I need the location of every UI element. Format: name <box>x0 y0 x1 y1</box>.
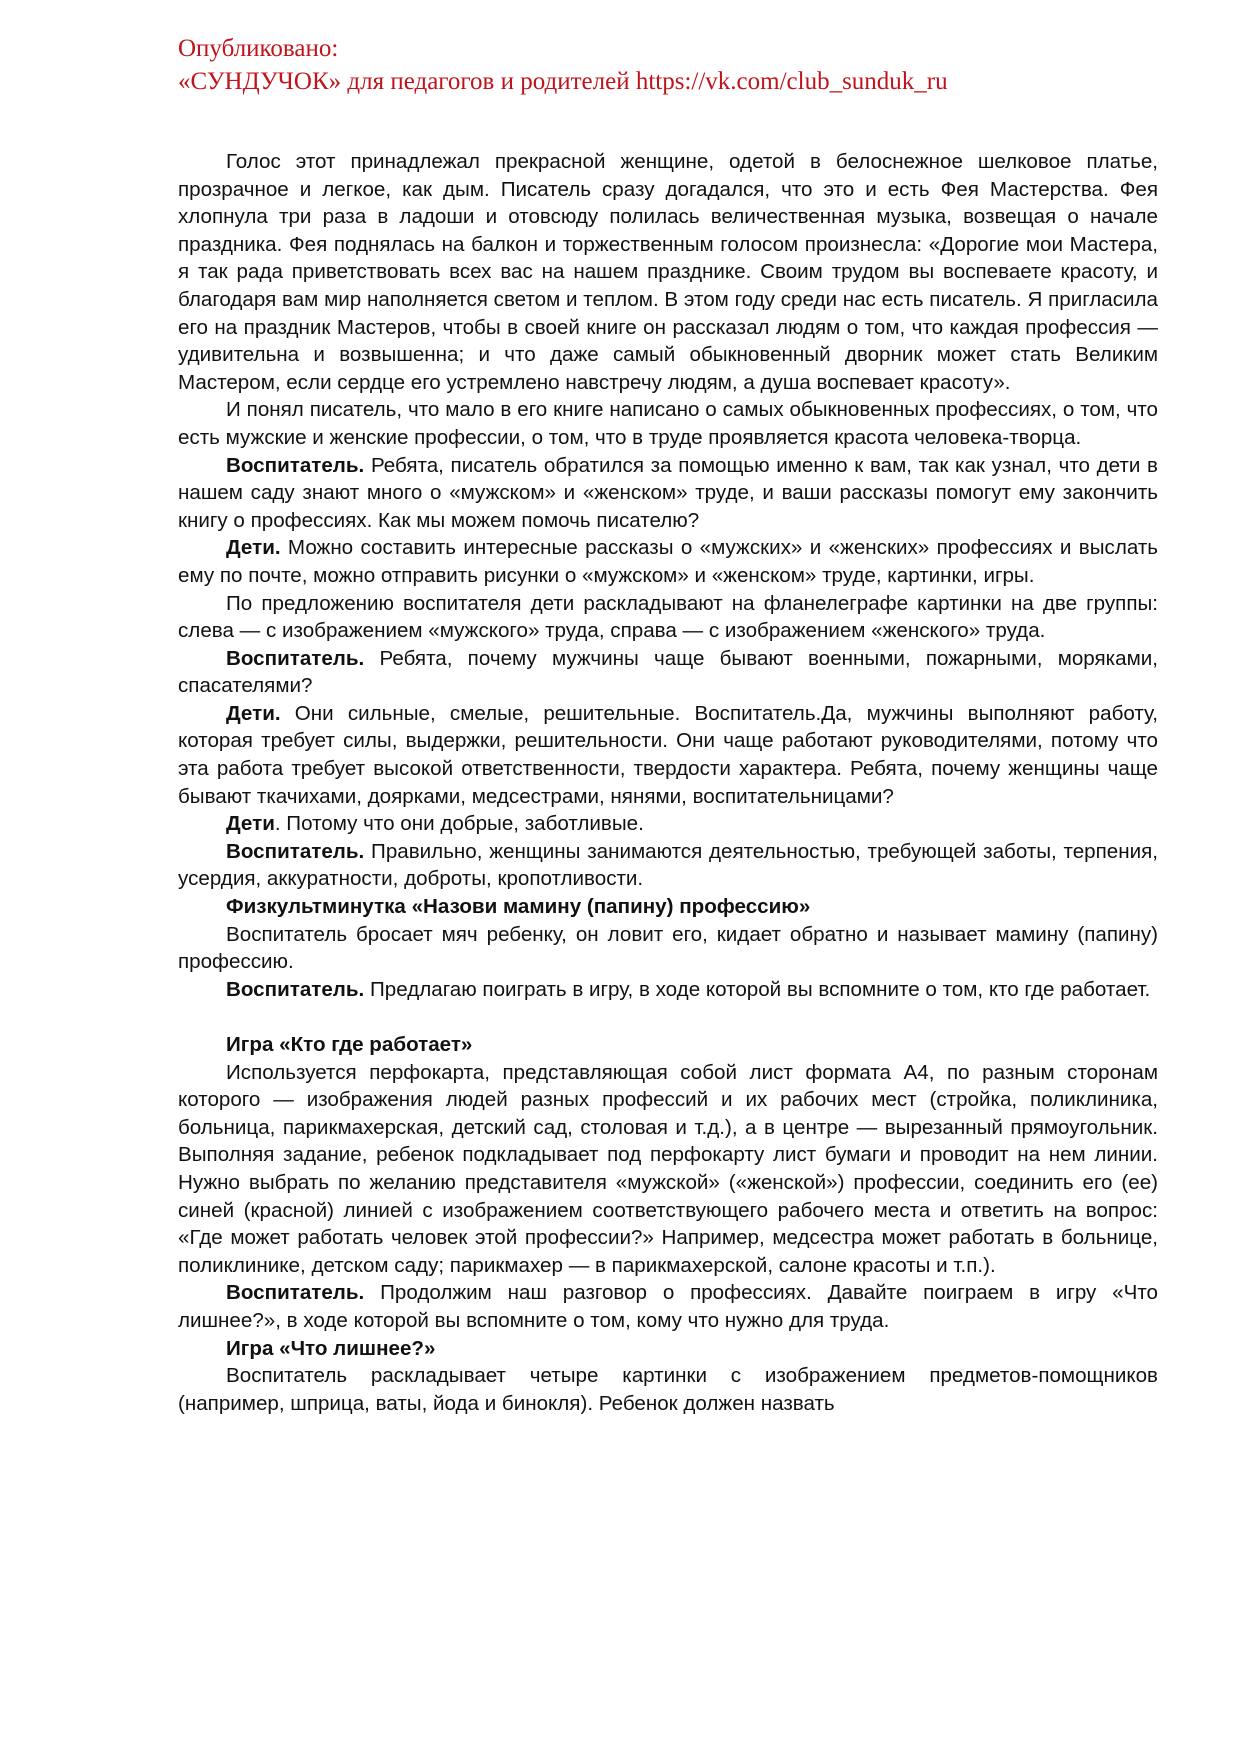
paragraph: И понял писатель, что мало в его книге написано о самых обыкновенных профессиях, о том, что есть мужские и женские профессии, о том, что в труде проявляется красота человека-творца. <box>178 398 1158 449</box>
paragraph: Дети. Можно составить интересные рассказы о «мужских» и «женских» профессиях и выслать ему по почте, можно отправить рисунки о «мужском» и «женском» труде, картинки, игры. <box>178 536 1158 587</box>
paragraph: Воспитатель. Предлагаю поиграть в игру, в ходе которой вы вспомните о том, кто где работает. <box>226 977 1151 1001</box>
paragraph: Голос этот принадлежал прекрасной женщине, одетой в белоснежное шелковое платье, прозрачное и легкое, как дым. Писатель сразу догадался, что это и есть Фея Мастерства. Фея хлопнула три раза в ладоши и отовсюду полилась величественная музыка, возвещая о начале праздника. Фея поднялась на балкон и торжественным голосом произнесла: «Дорогие мои Мастера, я так рада приветствовать всех вас на нашем празднике. Своим трудом вы воспеваете красоту, и благодаря вам мир наполняется светом и теплом. В этом году среди нас есть писатель. Я пригласила его на праздник Мастеров, чтобы в своей книге он рассказал людям о том, что каждая профессия — удивительна и возвышенна; и что даже самый обыкновенный дворник может стать Великим Мастером, если сердце его устремлено навстречу людям, а душа воспевает красоту». <box>178 150 1158 394</box>
paragraph: Воспитатель раскладывает четыре картинки с изображением предметов-помощников (например, шприца, ваты, йода и бинокля). Ребенок должен назвать <box>178 1364 1158 1415</box>
document-body <box>178 148 1158 1417</box>
speaker-label: Дети <box>226 812 275 836</box>
paragraph: По предложению воспитателя дети раскладывают на фланелеграфе картинки на две группы: слева — с изображением «мужского» труда, справа — с изображением «женского» труда. <box>178 591 1158 643</box>
publisher-link[interactable]: «СУНДУЧОК» для педагогов и родителей https://vk.com/club_sunduk_ru <box>178 68 948 95</box>
publication-header <box>178 32 1178 98</box>
speaker-label: Воспитатель. <box>226 646 365 670</box>
paragraph: Воспитатель. Продолжим наш разговор о профессиях. Давайте поиграем в игру «Что лишнее?», в ходе которой вы вспомните о том, кому что нужно для труда. <box>178 1281 1158 1332</box>
speaker-label: Дети. <box>226 701 281 725</box>
section-heading: Физкультминутка «Назови мамину (папину) профессию» <box>226 895 811 919</box>
paragraph: Воспитатель. Ребята, писатель обратился за помощью именно к вам, так как узнал, что дети в нашем саду знают много о «мужском» и «женском» труде, и ваши рассказы помогут ему закончить книгу о профессиях. Как мы можем помочь писателю? <box>178 453 1158 532</box>
section-heading: Игра «Кто где работает» <box>226 1033 473 1056</box>
speaker-label: Воспитатель. <box>226 453 365 477</box>
paragraph: Дети. Потому что они добрые, заботливые. <box>226 812 644 836</box>
speaker-label: Воспитатель. <box>226 1281 365 1305</box>
speaker-label: Воспитатель. <box>226 839 365 863</box>
speaker-label: Воспитатель. <box>226 977 365 1001</box>
paragraph: Воспитатель. Правильно, женщины занимаются деятельностью, требующей заботы, терпения, усердия, аккуратности, доброты, кропотливости. <box>178 839 1158 891</box>
paragraph: Дети. Они сильные, смелые, решительные. Воспитатель.Да, мужчины выполняют работу, которая требует силы, выдержки, решительности. Они чаще работают руководителями, потому что эта работа требует высокой ответственности, твердости характера. Ребята, почему женщины чаще бывают ткачихами, доярками, медсестрами, нянями, воспитательницами? <box>178 701 1158 808</box>
speaker-label: Дети. <box>226 536 281 560</box>
paragraph: Воспитатель бросает мяч ребенку, он ловит его, кидает обратно и называет мамину (папину) профессию. <box>178 922 1158 974</box>
paragraph: Используется перфокарта, представляющая собой лист формата А4, по разным сторонам которого — изображения людей разных профессий и их рабочих мест (стройка, поликлиника, больница, парикмахерская, детский сад, столовая и т.д.), а в центре — вырезанный прямоугольник. Выполняя задание, ребенок подкладывает под перфокарту лист бумаги и проводит на нем линии. Нужно выбрать по желанию представителя «мужской» («женской») профессии, соединить его (ее) синей (красной) линией с изображением соответствующего рабочего места и ответить на вопрос: «Где может работать человек этой профессии?» Например, медсестра может работать в больнице, поликлинике, детском саду; парикмахер — в парикмахерской, салоне красоты и т.п.). <box>178 1060 1158 1277</box>
published-label: Опубликовано: <box>178 35 339 62</box>
section-heading: Игра «Что лишнее?» <box>226 1336 436 1360</box>
paragraph: Воспитатель. Ребята, почему мужчины чаще бывают военными, пожарными, моряками, спасателями? <box>178 646 1158 698</box>
